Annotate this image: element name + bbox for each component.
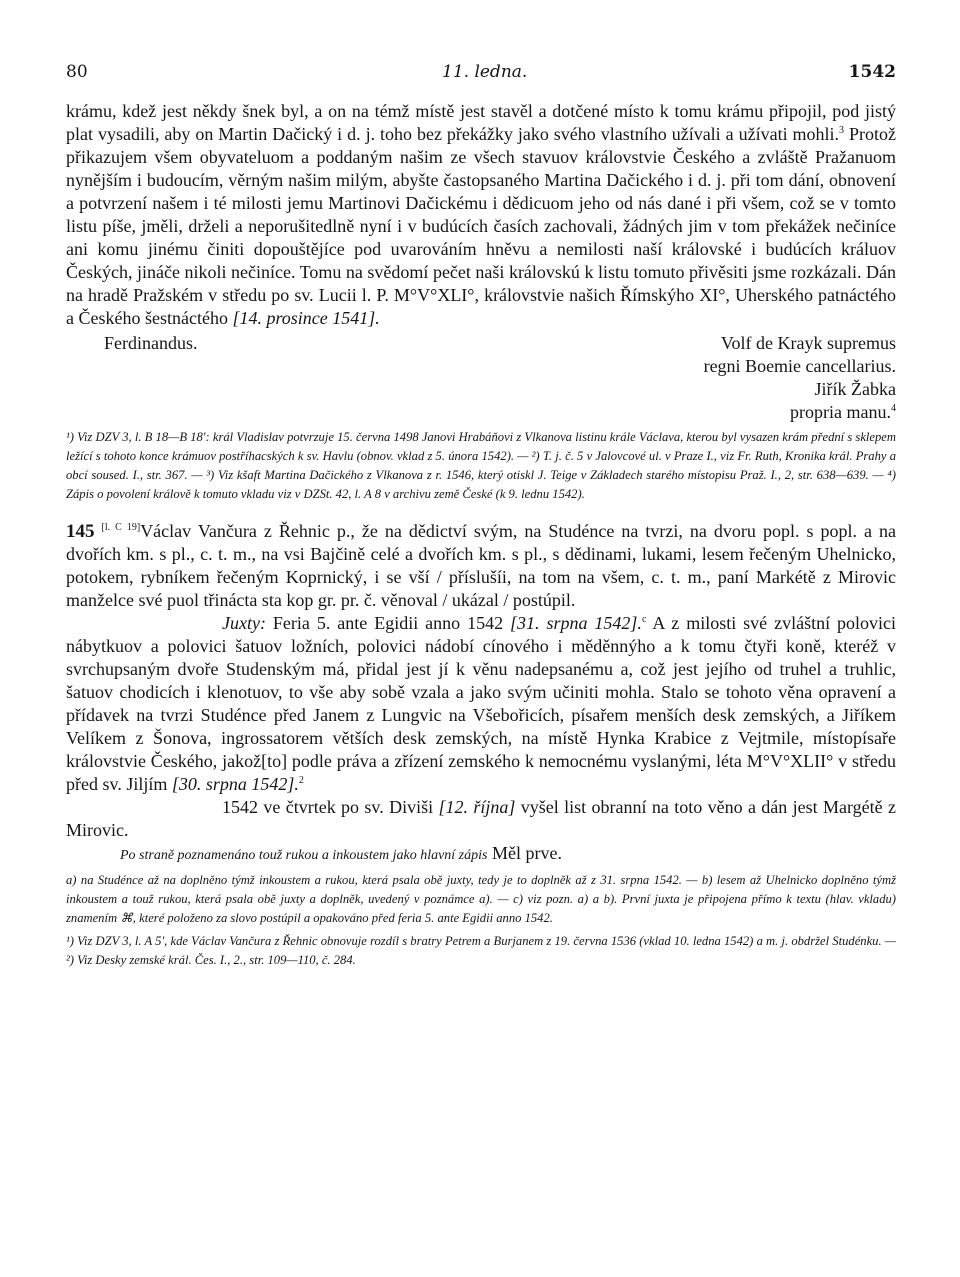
running-header <box>66 52 896 82</box>
margin-note-text: Měl prve. <box>491 843 562 863</box>
page-number: 80 <box>66 62 88 82</box>
footnotes <box>66 428 896 504</box>
signature-chancellor <box>596 332 896 424</box>
entry-145 <box>66 520 896 612</box>
obran-text: vyšel list obranní na toto věno a dán jest Margétě z Mirovic. <box>66 797 897 840</box>
juxty-label: Juxty: <box>222 613 266 633</box>
document-paragraph <box>66 100 896 330</box>
header-year: 1542 <box>848 62 896 82</box>
editorial-date: [14. prosince 1541]. <box>232 308 380 328</box>
signatures <box>66 330 896 428</box>
signature-line: propria manu. <box>790 402 891 422</box>
entry-text: Václav Vančura z Řehnic p., že na dědictví svým, na Studénce na tvrzi, na dvoru popl. s popl. a na dvořích km. s pl., c. t. m., na vsi Bajčině celé a dvořích km. s pl., s dědinami, lukami, lesem řečeným Uhelnicko, potokem, rybníkem řečeným Koprnický, i se vší / příslušíi, na tom na všem, c. t. m., paní Markétě z Mirovic manželce své puol třinácta sta kop gr. pr. č. věnoval / ukázal / postúpil. <box>66 521 897 610</box>
signature-line: regni Boemie cancellarius. <box>703 356 896 376</box>
footnote-ref: c <box>641 614 647 625</box>
footnote-ref: 2 <box>298 775 304 786</box>
page <box>66 52 896 970</box>
header-date: 11. ledna. <box>442 62 528 82</box>
editorial-date: [31. srpna 1542]. <box>510 613 642 633</box>
obran-text: 1542 ve čtvrtek po sv. Diviši <box>222 797 434 817</box>
signature-line: Volf de Krayk supremus <box>720 333 896 353</box>
juxty-text: Feria 5. ante Egidii anno 1542 <box>272 613 504 633</box>
paragraph-text: Protož přikazujem všem obyvateluom a poddaným našim ze všech stavuov královstvie Českého a zvláště Pražanuom nynějším i budoucím, věrným našim milým, abyšte častopsaného Martina Dačického i d. j. při tom dání, obnovení a potvrzení našem i té milosti jemu Martinovi Dačickému i dědicuom jeho od nás dané i při všem, což se v tomto listu píše, jměli, drželi a neporušitedlně nyní i v budúcích časích zachovali, žádných jim v tom překážek nečiníce ani komu jinému činiti dopouštějíce pod uvarováním hněvu a nemilosti naší královské i budúcích králuov Českých, jináče nikoli nečiníce. Tomu na svědomí pečet naši královskú k listu tomuto přivěsiti jsme rozkázali. Dán na hradě Pražském v středu po sv. Lucii l. P. M°V°XLI°, královstvie našich Římskýho XI°, Uherského patnáctého a Českého šestnáctého <box>66 124 896 328</box>
signature-king: Ferdinandus. <box>104 333 198 353</box>
folio-ref: [l. C 19] <box>101 522 141 533</box>
juxty-text: A z milosti své zvláštní polovici nábytkuov a polovici šatuov ložních, polovici nádobí cínového i měděnnýho a k tomu čtyři koně, kteréž v svrchupsaným dvoře Studenským má, přidal jest jí k věnu nadepsanému a, což jest jejího od truhel a truhlic, šatuov chodicích i klenotuov, to vše aby sobě vzala a jako svým učiniti mohla. Stalo se tohoto věna opravení a přídavek na tvrzi Studénce před Janem z Lungvic na Všebořicích, písařem menších desk zemských, a Jiříkem Velíkem z Šonova, ingrossatorem větších desk zemských, na místě Hynka Krabice z Vejtmile, místopísaře královstvie Českého, jakož[to] podle práva a zřízení zemského k nemocnému vyslanými, léta M°V°XLII° v středu před sv. Jiljím <box>66 613 897 794</box>
margin-note <box>66 842 896 867</box>
signature-line: Jiřík Žabka <box>814 379 896 399</box>
entry-number: 145 <box>66 521 95 542</box>
editorial-date: [12. října] <box>438 797 516 817</box>
footnote-ref: 4 <box>891 403 896 414</box>
juxty-paragraph <box>66 612 896 796</box>
footnote-text: ¹) Viz DZV 3, l. B 18—B 18': král Vladislav potvrzuje 15. června 1498 Janovi Hrabáňovi z Vlkanova listinu krále Václava, kterou byl vysazen krám přední s sklepem ležící s tohoto konce krámuov postříhacských k sv. Havlu (obnov. vklad z 5. února 1542). — ²) T. j. č. 5 v Jalovcové ul. v Praze I., viz Fr. Ruth, Kronika král. Prahy a obcí soused. I., str. 367. — ³) Viz kšaft Martina Dačického z Vlkanova z r. 1546, který otiskl J. Teige v Základech starého místopisu Praž. I., 2, str. 638—639. — ⁴) Zápis o povolení královĕ k tomuto vkladu viz v DZSt. 42, l. A 8 v archivu země České (k 9. lednu 1542). <box>66 430 896 501</box>
footnote-text: ¹) Viz DZV 3, l. A 5', kde Václav Vančura z Řehnic obnovuje rozdíl s bratry Petrem a Burjanem z 19. června 1536 (vklad 10. ledna 1542) a m. j. obdržel Studénku. — ²) Viz Desky zemské král. Čes. I., 2., str. 109—110, č. 284. <box>66 934 896 967</box>
margin-note-italic: Po straně poznamenáno touž rukou a inkoustem jako hlavní zápis <box>120 848 488 863</box>
textual-note: a) na Studénce až na doplněno týmž inkoustem a rukou, která psala obě juxty, tedy je to doplněk až z 31. srpna 1542. — b) lesem až Uhelnicko doplněno týmž inkoustem a touž rukou, která psala obě juxty a doplněk, uvedený v poznámce a). — c) viz pozn. a) a b). První juxta je připojena přímo k textu (hlav. vkladu) znamením ⌘, které položeno za slovo postúpil a opakováno před feria 5. ante Egidii anno 1542. <box>66 873 896 925</box>
obran-paragraph <box>66 796 896 842</box>
paragraph-text: krámu, kdež jest někdy šnek byl, a on na témž místě jest stavěl a dotčené místo k tomu krámu připojil, pod jistý plat vysadili, aby on Martin Dačický i d. j. toho bez překážky jako svého vlastního užívali a užívati mohli. <box>66 101 896 144</box>
editorial-date: [30. srpna 1542]. <box>171 774 299 794</box>
footnote-ref: 3 <box>839 125 845 136</box>
textual-notes <box>66 871 896 970</box>
